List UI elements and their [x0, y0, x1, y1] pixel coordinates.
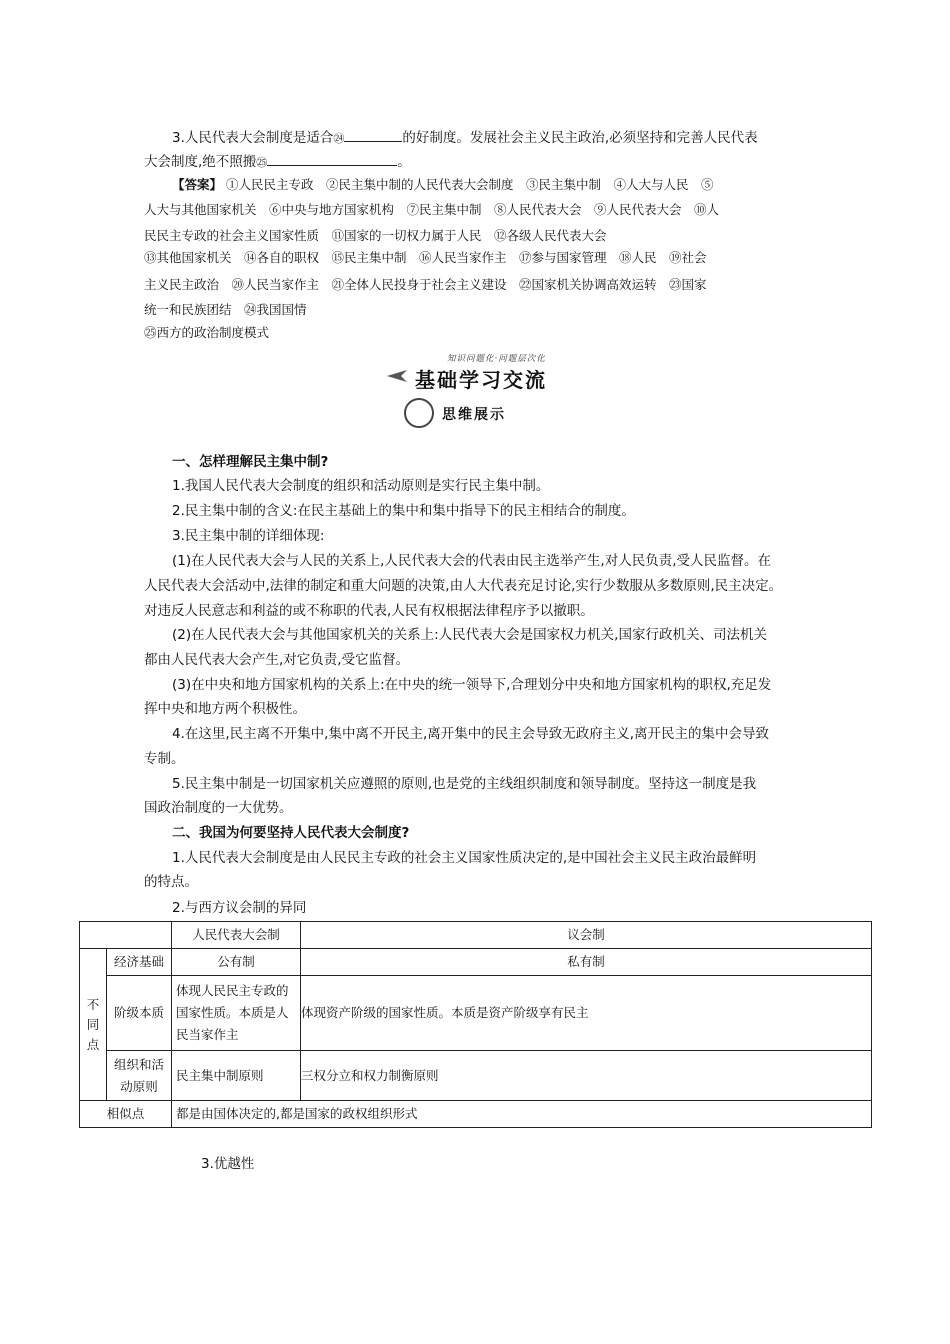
circle-icon — [404, 398, 434, 428]
row-label: 相似点 — [80, 1101, 172, 1128]
table-cell: 三权分立和权力制衡原则 — [301, 1051, 872, 1101]
paragraph: (1)在人民代表大会与人民的关系上,人民代表大会的代表由民主选举产生,对人民负责,受人民监督。在 — [172, 553, 771, 569]
column-header: 议会制 — [301, 922, 872, 949]
intro-text: 。 — [397, 154, 411, 170]
comparison-table — [79, 921, 872, 1128]
fill-blank — [267, 151, 397, 166]
question-1: 一、怎样理解民主集中制? — [172, 454, 329, 470]
answer-label: 【答案】 — [172, 177, 223, 192]
column-header: 人民代表大会制 — [172, 922, 301, 949]
answer-text: ①人民民主专政 ②民主集中制的人民代表大会制度 ③民主集中制 ④人大与人民 ⑤ — [226, 177, 714, 192]
paragraph: (2)在人民代表大会与其他国家机关的关系上:人民代表大会是国家权力机关,国家行政机关、司法机关 — [172, 627, 767, 643]
diff-label: 不同点 — [80, 949, 107, 1101]
paragraph: 对违反人民意志和利益的或不称职的代表,人民有权根据法律程序予以撤职。 — [144, 603, 594, 619]
row-label: 阶级本质 — [107, 976, 172, 1051]
footnote-mark: ㉕ — [256, 156, 268, 169]
row-label: 组织和活动原则 — [107, 1051, 172, 1101]
paragraph: 的特点。 — [144, 874, 198, 890]
paragraph: (3)在中央和地方国家机构的关系上:在中央的统一领导下,合理划分中央和地方国家机构的职权,充足发 — [172, 677, 772, 693]
paragraph: 都由人民代表大会产生,对它负责,受它监督。 — [144, 652, 410, 668]
paragraph: 3.优越性 — [201, 1156, 255, 1172]
thinking-section-badge — [404, 398, 524, 432]
table-row — [80, 976, 872, 1051]
paragraph: 5.民主集中制是一切国家机关应遵照的原则,也是党的主线组织制度和领导制度。坚持这一制度是我 — [172, 776, 757, 792]
table-cell: 体现资产阶级的国家性质。本质是资产阶级享有民主 — [301, 976, 872, 1051]
table-cell: 民主集中制原则 — [172, 1051, 301, 1101]
paragraph: 人民代表大会活动中,法律的制定和重大问题的决策,由人大代表充足讨论,实行少数服从多数原则,民主决定。 — [144, 578, 783, 594]
banner-subtitle: 知识问题化·问题层次化 — [447, 354, 546, 364]
fill-blank — [344, 127, 402, 142]
row-label: 经济基础 — [107, 949, 172, 976]
paragraph: 专制。 — [144, 751, 185, 767]
table-row — [80, 1051, 872, 1101]
paragraph: 挥中央和地方两个积极性。 — [144, 701, 306, 717]
table-cell: 私有制 — [301, 949, 872, 976]
table-corner — [80, 922, 172, 949]
answer-line-3: 民民主专政的社会主义国家性质 ⑪国家的一切权力属于人民 ⑫各级人民代表大会 — [144, 228, 607, 243]
intro-line-1 — [172, 126, 758, 151]
paragraph: 2.与西方议会制的异同 — [172, 900, 307, 916]
table-cell: 体现人民民主专政的国家性质。本质是人民当家作主 — [172, 976, 301, 1051]
arrow-icon — [385, 368, 413, 384]
section-banner — [385, 352, 565, 394]
table-cell: 都是由国体决定的,都是国家的政权组织形式 — [172, 1101, 872, 1128]
paragraph: 2.民主集中制的含义:在民主基础上的集中和集中指导下的民主相结合的制度。 — [172, 503, 635, 519]
answer-line-7: ㉕西方的政治制度模式 — [144, 325, 270, 340]
table-row — [80, 1101, 872, 1128]
paragraph: 3.民主集中制的详细体现: — [172, 528, 325, 544]
banner-title: 基础学习交流 — [415, 368, 547, 392]
section-label: 思维展示 — [442, 407, 506, 423]
paragraph: 国政治制度的一大优势。 — [144, 800, 293, 816]
paragraph: 1.人民代表大会制度是由人民民主专政的社会主义国家性质决定的,是中国社会主义民主政治最鲜明 — [172, 850, 757, 866]
table-row — [80, 949, 872, 976]
answer-line-1 — [172, 173, 714, 197]
paragraph: 4.在这里,民主离不开集中,集中离不开民主,离开集中的民主会导致无政府主义,离开民主的集中会导致 — [172, 726, 770, 742]
answer-line-4: ⑬其他国家机关 ⑭各自的职权 ⑮民主集中制 ⑯人民当家作主 ⑰参与国家管理 ⑱人民 ⑲社会 — [144, 250, 707, 265]
intro-text: 3.人民代表大会制度是适合 — [172, 130, 334, 146]
question-2: 二、我国为何要坚持人民代表大会制度? — [172, 825, 410, 841]
intro-text: 大会制度,绝不照搬 — [144, 154, 257, 170]
table-header-row — [80, 922, 872, 949]
table-cell: 公有制 — [172, 949, 301, 976]
paragraph: 1.我国人民代表大会制度的组织和活动原则是实行民主集中制。 — [172, 478, 550, 494]
footnote-mark: ㉔ — [333, 132, 345, 145]
intro-line-2 — [144, 150, 411, 175]
answer-line-5: 主义民主政治 ⑳人民当家作主 ㉑全体人民投身于社会主义建设 ㉒国家机关协调高效运转 ㉓国家 — [144, 277, 707, 292]
answer-line-2: 人大与其他国家机关 ⑥中央与地方国家机构 ⑦民主集中制 ⑧人民代表大会 ⑨人民代表大会 ⑩人 — [144, 202, 720, 217]
intro-text: 的好制度。发展社会主义民主政治,必须坚持和完善人民代表 — [402, 130, 758, 146]
answer-line-6: 统一和民族团结 ㉔我国国情 — [144, 302, 307, 317]
